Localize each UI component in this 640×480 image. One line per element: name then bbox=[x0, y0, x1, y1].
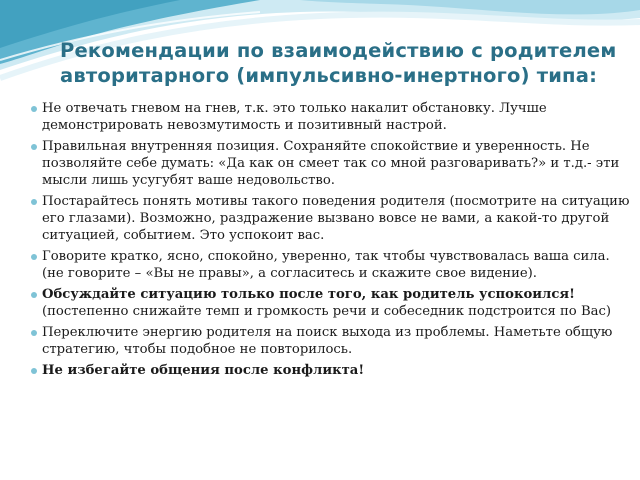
bullet-dot-icon bbox=[31, 254, 37, 260]
bullet-text: Не отвечать гневом на гнев, т.к. это только накалит обстановку. Лучше демонстрировать невозмутимость и позитивный настрой. bbox=[42, 101, 547, 133]
bullet-dot-icon bbox=[31, 368, 37, 374]
bullet-item bbox=[42, 248, 630, 282]
bullet-item bbox=[42, 362, 630, 379]
bullet-dot-icon bbox=[31, 144, 37, 150]
bullet-text: Переключите энергию родителя на поиск выхода из проблемы. Наметьте общую стратегию, чтобы подобное не повторилось. bbox=[42, 325, 613, 357]
bullet-item bbox=[42, 100, 630, 134]
bullet-dot-icon bbox=[31, 330, 37, 336]
bullet-text: Правильная внутренняя позиция. Сохраняйте спокойствие и уверенность. Не позволяйте себе думать: «Да как он смеет так со мной разговаривать?» и т.д.- эти мысли лишь усугубят ваше недовольство. bbox=[42, 139, 620, 188]
bullet-item bbox=[42, 324, 630, 358]
bullet-text: Говорите кратко, ясно, спокойно, уверенно, так чтобы чувствовалась ваша сила. (не говорите – «Вы не правы», а согласитесь и скажите свое видение). bbox=[42, 249, 610, 281]
bullet-text: (постепенно снижайте темп и громкость речи и собеседник подстроится по Вас) bbox=[42, 304, 612, 319]
bullet-item bbox=[42, 138, 630, 189]
bullet-bold-text: Обсуждайте ситуацию только после того, как родитель успокоился! bbox=[42, 287, 575, 302]
bullet-dot-icon bbox=[31, 199, 37, 205]
bullet-dot-icon bbox=[31, 106, 37, 112]
bullet-item bbox=[42, 193, 630, 244]
bullet-item bbox=[42, 286, 630, 320]
bullet-dot-icon bbox=[31, 292, 37, 298]
slide-title: Рекомендации по взаимодействию с родителем авторитарного (импульсивно-инертного) типа: bbox=[60, 39, 617, 87]
bullet-list bbox=[42, 100, 630, 383]
bullet-bold-text: Не избегайте общения после конфликта! bbox=[42, 363, 365, 378]
bullet-text: Постарайтесь понять мотивы такого поведения родителя (посмотрите на ситуацию его глазами). Возможно, раздражение вызвано вовсе не вами, а какой-то другой ситуацией, событием. Это успокоит вас. bbox=[42, 194, 630, 243]
